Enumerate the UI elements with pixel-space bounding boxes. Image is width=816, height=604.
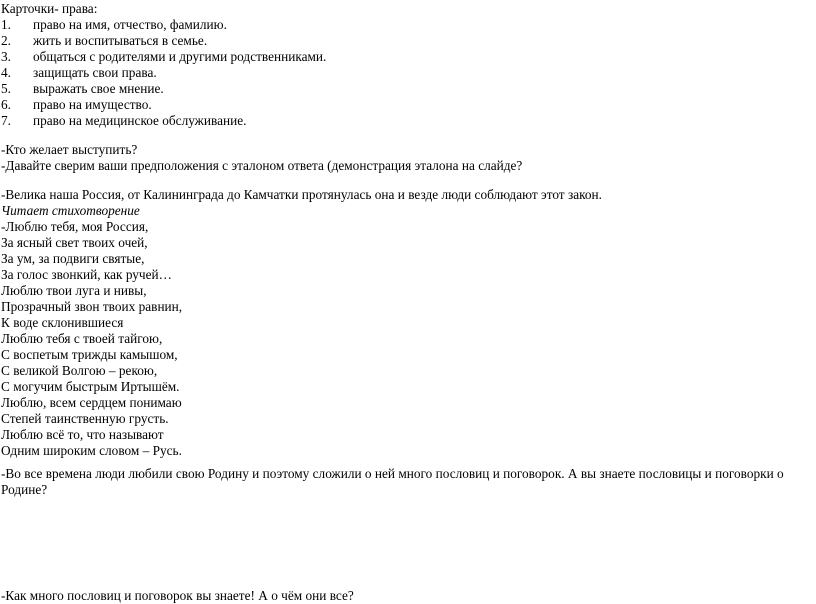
poem-line: Люблю твои луга и нивы,: [1, 283, 147, 298]
poem-line: Степей таинственную грусть.: [1, 411, 169, 426]
right-item-5: [1, 81, 164, 97]
poem-line: К воде склонившиеся: [1, 315, 124, 330]
poem-line: С могучим быстрым Иртышём.: [1, 379, 180, 394]
right-item-1: [1, 17, 227, 33]
right-text: жить и воспитываться в семье.: [33, 33, 208, 48]
heading: Карточки- права:: [1, 1, 98, 16]
poem-line: За ум, за подвиги святые,: [1, 251, 145, 266]
right-number: 1.: [1, 17, 11, 32]
poem-line: Прозрачный звон твоих равнин,: [1, 299, 183, 314]
right-item-7: [1, 113, 246, 129]
right-text: право на имущество.: [33, 97, 152, 112]
poem-line: Люблю всё то, что называют: [1, 427, 164, 442]
proverbs-question: -Как много пословиц и поговорок вы знаете! А о чём они все?: [1, 588, 354, 603]
right-number: 6.: [1, 97, 11, 112]
russia-paragraph: -Велика наша Россия, от Калининграда до Камчатки протянулась она и везде люди соблюдают этот закон.: [1, 187, 602, 202]
proverbs-intro: -Во все времена люди любили свою Родину и поэтому сложили о ней много пословиц и поговорок. А вы знаете пословицы и поговорки о Родине?: [1, 466, 784, 497]
right-number: 2.: [1, 33, 11, 48]
poem-line: За ясный свет твоих очей,: [1, 235, 148, 250]
right-item-3: [1, 49, 326, 65]
reads-poem-note: Читает стихотворение: [1, 203, 140, 218]
right-item-6: [1, 97, 152, 113]
right-number: 5.: [1, 81, 11, 96]
right-item-4: [1, 65, 157, 81]
right-text: защищать свои права.: [33, 65, 157, 80]
poem-line: -Люблю тебя, моя Россия,: [1, 219, 149, 234]
right-item-2: [1, 33, 207, 49]
poem-line: Люблю, всем сердцем понимаю: [1, 395, 182, 410]
question-speak: -Кто желает выступить?: [1, 142, 138, 157]
right-number: 3.: [1, 49, 11, 64]
right-number: 7.: [1, 113, 11, 128]
right-text: право на имя, отчество, фамилию.: [33, 17, 227, 32]
poem-line: С воспетым трижды камышом,: [1, 347, 178, 362]
poem-line: За голос звонкий, как ручей…: [1, 267, 172, 282]
right-text: общаться с родителями и другими родственниками.: [33, 49, 327, 64]
poem-line: Люблю тебя с твоей тайгою,: [1, 331, 163, 346]
question-check: -Давайте сверим ваши предположения с эталоном ответа (демонстрация эталона на слайде?: [1, 158, 523, 173]
right-text: выражать свое мнение.: [33, 81, 164, 96]
right-text: право на медицинское обслуживание.: [33, 113, 247, 128]
poem-line: С великой Волгою – рекою,: [1, 363, 158, 378]
poem-line: Одним широким словом – Русь.: [1, 443, 182, 458]
right-number: 4.: [1, 65, 11, 80]
